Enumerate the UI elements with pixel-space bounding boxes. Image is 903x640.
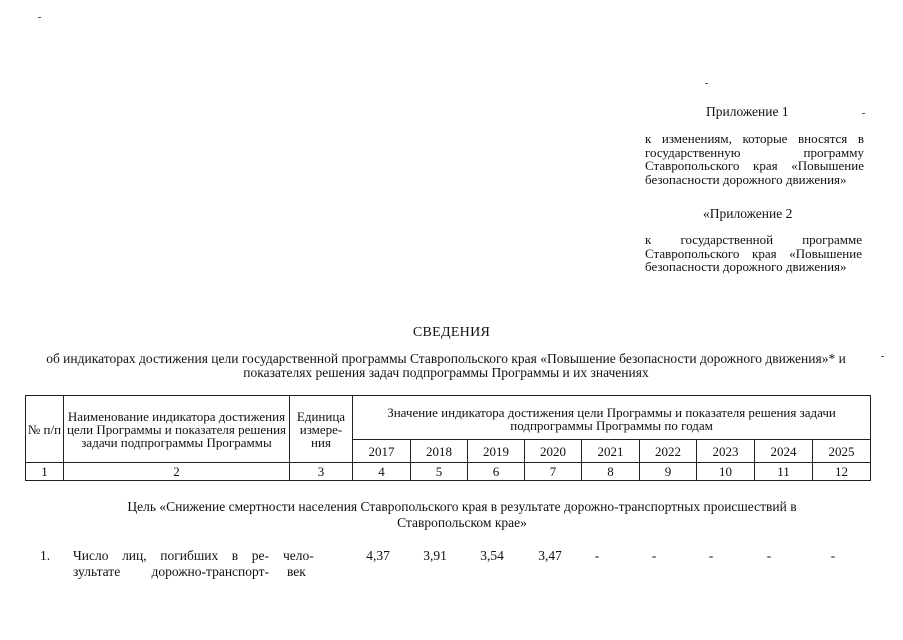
row-indicator-name-continued: зультате дорожно-транспорт- — [73, 564, 269, 579]
appendix-text: к изменениям, которые вносятся в государственную программу Ставропольского края «Повышение безопасности дорожного движения» — [645, 131, 864, 187]
year-cell: 2021 — [582, 440, 640, 463]
value-2018: 3,91 — [423, 548, 447, 563]
document-title: СВЕДЕНИЯ — [412, 325, 491, 340]
value-2019: 3,54 — [480, 548, 504, 563]
appendix2-title: «Приложение 2 — [703, 206, 793, 221]
goal-heading: Цель «Снижение смертности населения Ставропольского края в результате дорожно-транспортных происшествий в Ставропольском крае» — [127, 499, 797, 530]
appendix2-text: к государственной программе Ставропольского края «Повышение безопасности дорожного движения» — [645, 232, 862, 274]
year-cell: 2022 — [640, 440, 697, 463]
value-2021: - — [594, 548, 600, 563]
value-2020: 3,47 — [538, 548, 562, 563]
column-number-cell: 7 — [525, 463, 582, 481]
row-unit: чело- — [283, 548, 314, 563]
year-cell: 2017 — [353, 440, 411, 463]
scan-mark — [862, 113, 865, 114]
scan-mark — [705, 83, 708, 84]
document-subtitle: об индикаторах достижения цели государственной программы Ставропольского края «Повышение безопасности дорожного движения»* и показателях решения задач подпрограммы Программы и их значениях — [46, 351, 846, 380]
value-2024: - — [766, 548, 772, 563]
scan-mark — [38, 17, 41, 18]
column-number-cell: 10 — [697, 463, 755, 481]
column-number-cell: 3 — [290, 463, 353, 481]
column-number-cell: 9 — [640, 463, 697, 481]
value-2025: - — [830, 548, 836, 563]
year-cell: 2018 — [411, 440, 468, 463]
column-number-cell: 4 — [353, 463, 411, 481]
column-number-cell: 6 — [468, 463, 525, 481]
year-cell: 2019 — [468, 440, 525, 463]
year-cell: 2023 — [697, 440, 755, 463]
row-number: 1. — [40, 548, 51, 563]
scan-mark — [881, 356, 884, 357]
year-cell: 2020 — [525, 440, 582, 463]
header-name: Наименование индикатора достижения цели Программы и показателя решения задачи подпрограммы Программы — [64, 396, 290, 463]
value-2017: 4,37 — [366, 548, 390, 563]
value-2022: - — [651, 548, 657, 563]
appendix-title: Приложение 1 — [706, 104, 789, 119]
header-unit: Единица измере-ния — [290, 396, 353, 463]
column-number-cell: 5 — [411, 463, 468, 481]
year-cell: 2025 — [813, 440, 871, 463]
header-num: № п/п — [26, 396, 64, 463]
value-2023: - — [708, 548, 714, 563]
year-cell: 2024 — [755, 440, 813, 463]
header-values-group: Значение индикатора достижения цели Программы и показателя решения задачи подпрограммы Программы по годам — [353, 396, 871, 440]
indicators-table — [25, 395, 871, 481]
column-number-cell: 1 — [26, 463, 64, 481]
column-number-cell: 11 — [755, 463, 813, 481]
column-number-cell: 12 — [813, 463, 871, 481]
row-indicator-name: Число лиц, погибших в ре- — [73, 548, 269, 563]
column-number-cell: 8 — [582, 463, 640, 481]
column-number-cell: 2 — [64, 463, 290, 481]
row-unit-continued: век — [287, 564, 306, 579]
